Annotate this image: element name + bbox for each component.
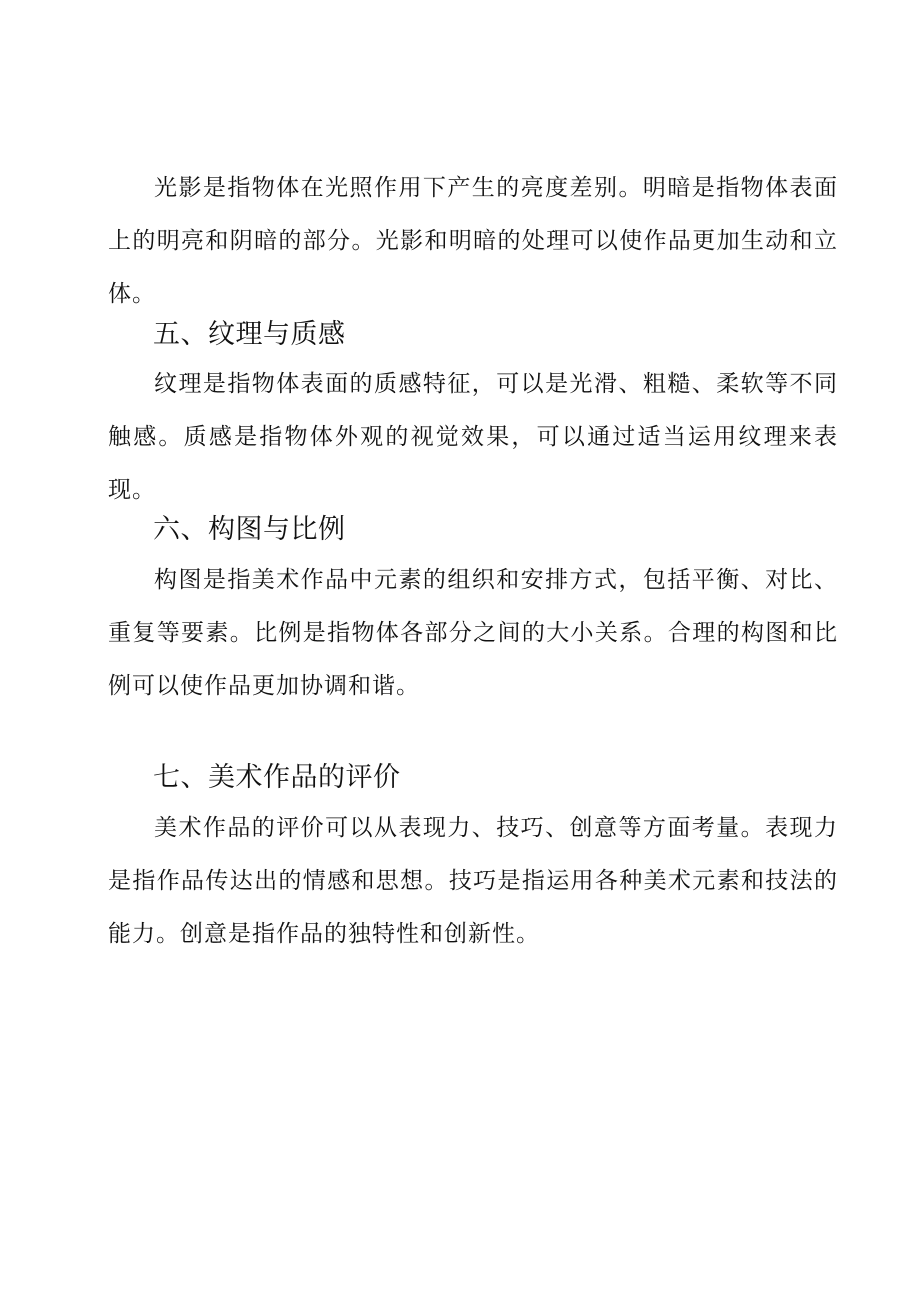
section-composition <box>108 554 838 713</box>
section-light-shadow <box>108 162 838 321</box>
paragraph-evaluation: 美术作品的评价可以从表现力、技巧、创意等方面考量。表现力是指作品传达出的情感和思想。技巧是指运用各种美术元素和技法的能力。创意是指作品的独特性和创新性。 <box>108 815 838 947</box>
heading-evaluation: 七、美术作品的评价 <box>153 762 401 793</box>
section-evaluation <box>108 802 838 961</box>
paragraph-texture: 纹理是指物体表面的质感特征，可以是光滑、粗糙、柔软等不同触感。质感是指物体外观的视觉效果，可以通过适当运用纹理来表现。 <box>108 371 838 503</box>
section-texture <box>108 358 838 517</box>
paragraph-light-shadow: 光影是指物体在光照作用下产生的亮度差别。明暗是指物体表面上的明亮和阴暗的部分。光影和明暗的处理可以使作品更加生动和立体。 <box>108 175 838 307</box>
paragraph-composition: 构图是指美术作品中元素的组织和安排方式，包括平衡、对比、重复等要素。比例是指物体各部分之间的大小关系。合理的构图和比例可以使作品更加协调和谐。 <box>108 567 838 699</box>
heading-texture: 五、纹理与质感 <box>153 319 346 350</box>
heading-composition: 六、构图与比例 <box>153 514 346 545</box>
